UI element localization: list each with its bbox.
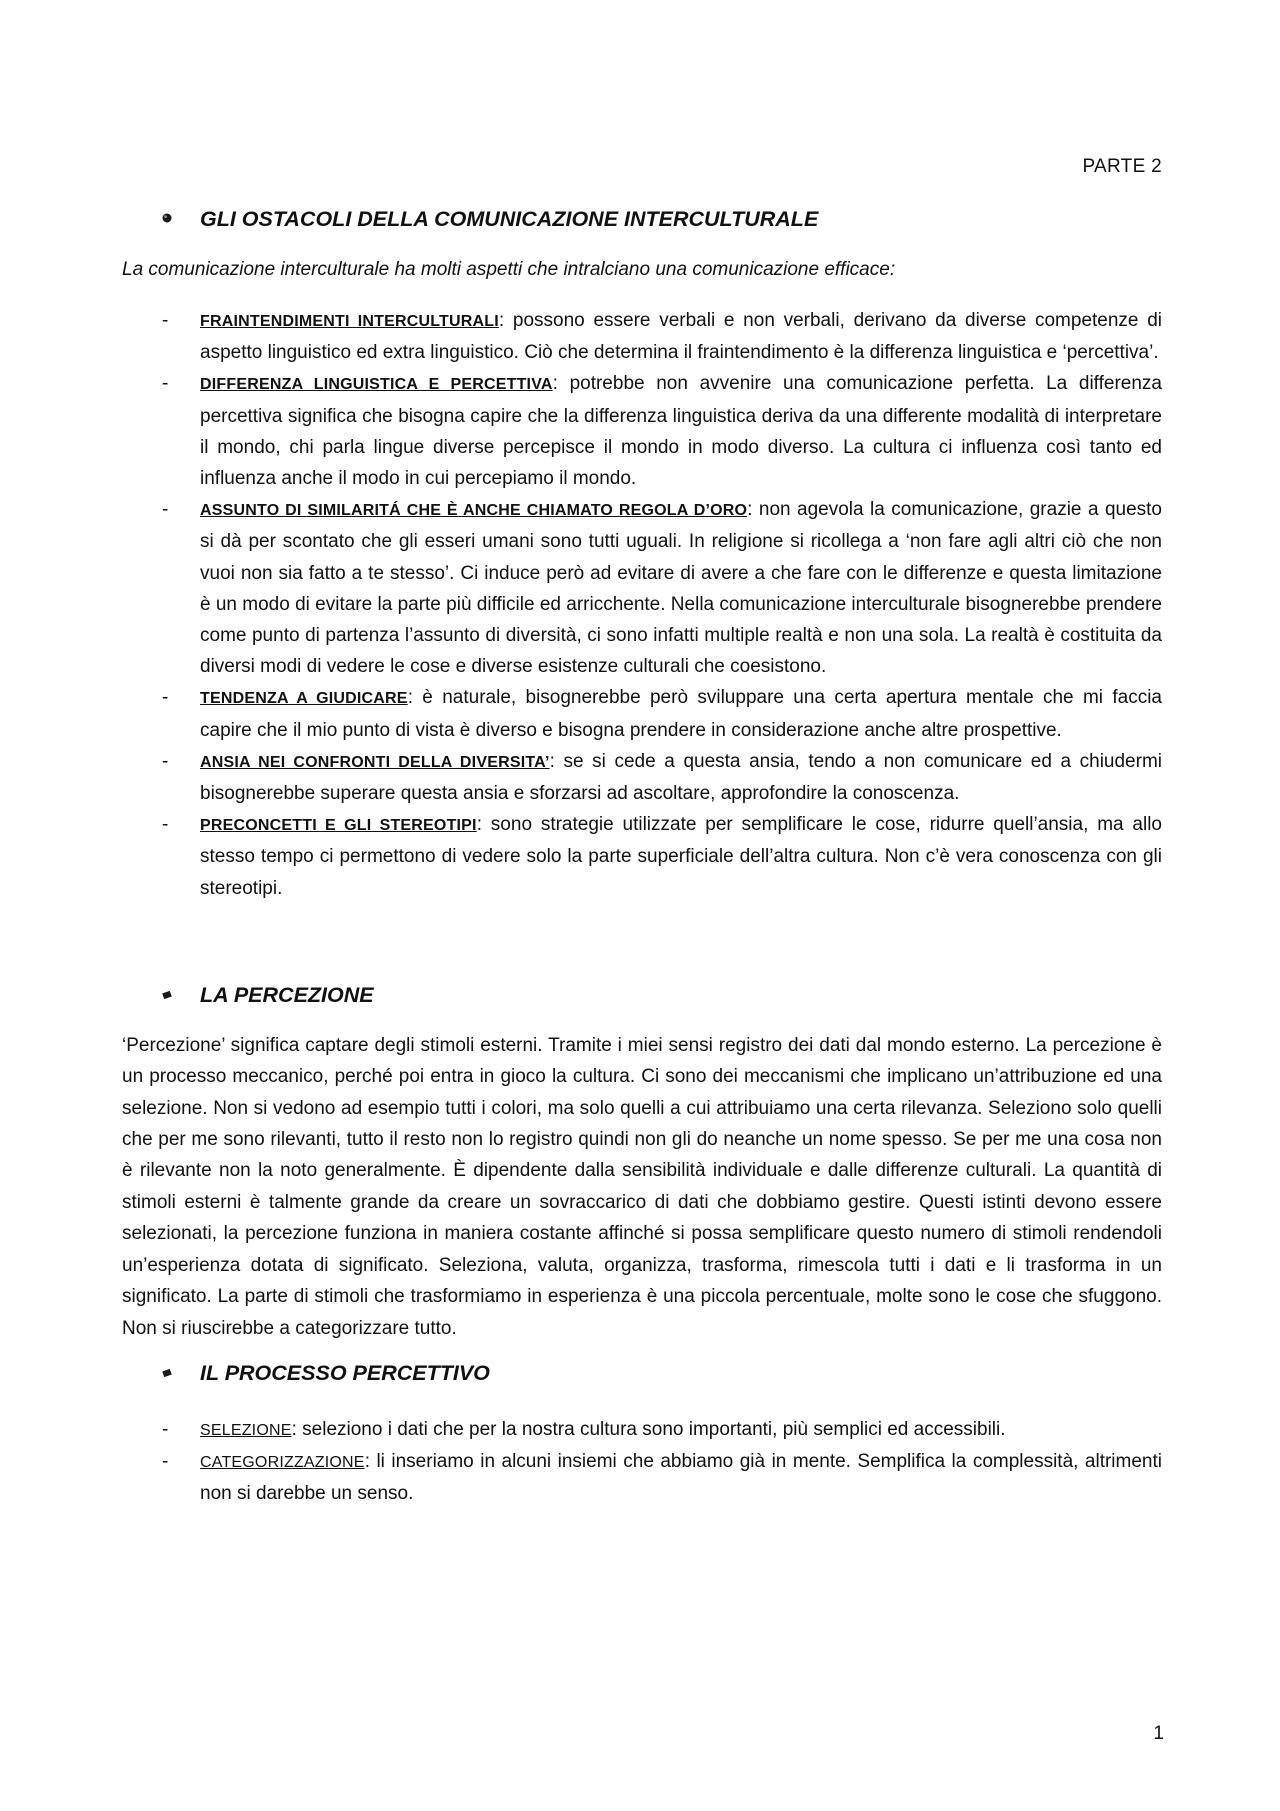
section-intro: La comunicazione interculturale ha molti aspetti che intralciano una comunicazione efficace: [122,259,896,280]
list-item-term: ASSUNTO DI SIMILARITÁ CHE È ANCHE CHIAMATO REGOLA D’ORO [200,502,748,520]
square-bullet-icon [162,1368,172,1378]
section-heading-text: LA PERCEZIONE [200,982,374,1007]
dash-marker: - [162,310,169,331]
page-number: 1 [1153,1723,1164,1744]
list-item [122,494,1162,682]
list-item [122,809,1162,904]
list-item-text: : seleziono i dati che per la nostra cultura sono importanti, più semplici ed accessibili. [291,1418,1006,1440]
round-bullet-icon [162,213,172,223]
perception-paragraph: ‘Percezione’ significa captare degli stimoli esterni. Tramite i miei sensi registro dei dati dal mondo esterno. La percezione è un processo meccanico, perché poi entra in gioco la cultura. Ci sono dei meccanismi che implicano un’attribuzione ed una selezione. Non si vedono ad esempio tutti i colori, ma solo quelli a cui attribuiamo una certa rilevanza. Seleziono solo quelli che per me sono rilevanti, tutto il resto non lo registro quindi non gli do neanche un nome spesso. Se per me una cosa non è rilevante non la noto generalmente. È dipendente dalla sensibilità individuale e dalle differenze culturali. La quantità di stimoli esterni è talmente grande da creare un sovraccarico di dati che dobbiamo gestire. Questi istinti devono essere selezionati, la percezione funziona in maniera costante affinché si possa semplificare questo numero di stimoli rendendoli un’esperienza dotata di significato. Seleziona, valuta, organizza, trasforma, rimescola tutti i dati e li trasforma in un significato. La parte di stimoli che trasformiamo in esperienza è una piccola percentuale, molte sono le cose che sfuggono. Non si riuscirebbe a categorizzare tutto. [122,1034,1162,1339]
section-heading-ostacoli [122,202,1162,236]
list-item [122,1446,1162,1509]
dash-marker: - [162,814,169,836]
process-list [122,1414,1162,1510]
list-item [122,368,1162,494]
list-item-term: SELEZIONE [200,1421,292,1439]
list-item [122,1414,1162,1446]
list-item-text: : se si cede a questa ansia, tendo a non comunicare ed a chiudermi bisognerebbe superare questa ansia e sforzarsi ad ascoltare, approfondire la conoscenza. [200,750,1163,805]
list-item-term: ANSIA NEI CONFRONTI DELLA DIVERSITA’ [200,753,550,771]
list-item-text: : è naturale, bisognerebbe però sviluppare una certa apertura mentale che mi faccia capire che il mio punto di vista è diverso e bisogna prendere in considerazione anche altre prospettive. [200,687,1162,741]
list-item-text: : potrebbe non avvenire una comunicazione perfetta. La differenza percettiva significa che bisogna capire che la differenza linguistica deriva da una differente modalità di interpretare il mondo, chi parla lingue diverse percepisce il mondo in modo diverso. La cultura ci influenza così tanto ed influenza anche il modo in cui percepiamo il mondo. [200,373,1162,490]
document-body [122,202,1162,1510]
list-item-text: : possono essere verbali e non verbali, derivano da diverse competenze di aspetto linguistico ed extra linguistico. Ciò che determina il fraintendimento è la differenza linguistica e ‘percettiva’. [200,310,1163,364]
list-item [122,305,1162,368]
dash-marker: - [162,687,169,709]
list-item-text: : sono strategie utilizzate per semplificare le cose, ridurre quell’ansia, ma allo stesso tempo ci permettono di vedere solo la parte superficiale dell’altra cultura. Non c’è vera conoscenza con gli stereotipi. [200,814,1162,899]
list-item-term: CATEGORIZZAZIONE [200,1454,365,1472]
list-item-term: FRAINTENDIMENTI INTERCULTURALI [200,313,499,330]
list-item-text: : non agevola la comunicazione, grazie a questo si dà per scontato che gli esseri umani sono tutti uguali. In religione si ricollega a ‘non fare agli altri ciò che non vuoi non sia fatto a te stesso’. Ci induce però ad evitare di avere a che fare con le differenze e questa limitazione è un modo di evitare la parte più difficile ed arricchente. Nella comunicazione interculturale bisognerebbe prendere come punto di partenza l’assunto di diversità, ci sono infatti multiple realtà e non una sola. La realtà è costituita da diversi modi di vedere le cose e diverse esistenze culturali che coesistono. [200,499,1162,678]
list-item-term: TENDENZA A GIUDICARE [200,690,408,708]
dash-marker: - [162,1418,169,1440]
section-heading-percezione [122,978,1162,1012]
list-item [122,746,1162,809]
list-item-term: DIFFERENZA LINGUISTICA E PERCETTIVA [200,376,553,394]
list-item-text: : li inseriamo in alcuni insiemi che abbiamo già in mente. Semplifica la complessità, altrimenti non si darebbe un senso. [200,1451,1162,1505]
list-item [122,682,1162,745]
section-heading-text: GLI OSTACOLI DELLA COMUNICAZIONE INTERCULTURALE [200,207,819,231]
section-heading-text: IL PROCESSO PERCETTIVO [200,1360,490,1385]
section-heading-processo [122,1356,1162,1390]
dash-marker: - [162,750,169,772]
part-label: PARTE 2 [1082,156,1162,177]
list-item-term: PRECONCETTI E GLI STEREOTIPI [200,817,477,835]
obstacles-list [122,305,1162,904]
square-bullet-icon [162,990,172,1000]
dash-marker: - [162,373,169,395]
dash-marker: - [162,1451,169,1473]
dash-marker: - [162,499,169,521]
